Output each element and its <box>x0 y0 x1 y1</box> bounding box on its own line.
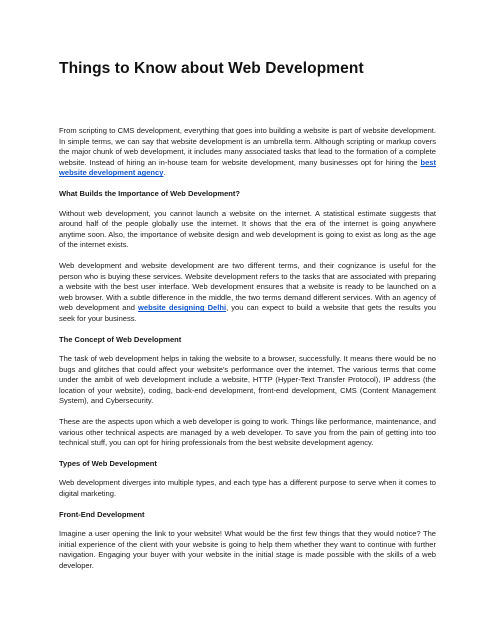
intro-paragraph <box>59 126 436 179</box>
intro-end: . <box>163 168 166 178</box>
heading-concept: The Concept of Web Development <box>59 334 182 344</box>
aspects-paragraph: These are the aspects upon which a web developer is going to work. Things like performance, maintenance, and various other technical aspects are managed by a web developer. To save you from the pain of getting into too technical stuff, you can opt for hiring professionals from the best website development agency. <box>59 417 436 448</box>
importance-paragraph: Without web development, you cannot launch a website on the internet. A statistical estimate suggests that around half of the people globally use the internet. It shows that the era of the internet is going anywhere anytime soon. Also, the importance of website design and web development is going to exist as long as the age of the internet exists. <box>59 208 436 250</box>
difference-paragraph <box>59 261 436 325</box>
difference-text: Web development and website development are two different terms, and their cognizance is useful for the person who is buying these services. Website development refers to the tasks that are associated with preparing a website with the best user interface. Web development ensures that a website is ready to be launched on a web browser. With a subtle difference in the middle, the two terms demand different services. With an agency of web development and <box>59 260 436 313</box>
heading-frontend: Front-End Development <box>59 509 145 519</box>
heading-types: Types of Web Development <box>59 458 157 468</box>
frontend-paragraph: Imagine a user opening the link to your website! What would be the first few things that they would notice? The initial experience of the client with your website is going to help them whether they want to continue with further navigation. Engaging your buyer with your website in the initial stage is made possible with the skills of a web developer. <box>59 529 436 570</box>
page-title: Things to Know about Web Development <box>59 60 364 77</box>
concept-paragraph: The task of web development helps in taking the website to a browser, successfully. It means there would be no bugs and glitches that could affect your website’s performance over the internet. The various terms that come under the ambit of web development include a website, HTTP (Hyper-Text Transfer Protocol), IP address (the location of your website), coding, back-end development, front-end development, CMS (Content Management System), and Cybersecurity. <box>59 354 436 406</box>
intro-text: From scripting to CMS development, everything that goes into building a website is part of website development. In simple terms, we can say that website development is an umbrella term. Although scripting or markup covers the major chunk of web development, it includes many associated tasks that lead to the formation of a complete website. Instead of hiring an in-house team for website development, many businesses opt for hiring the <box>59 126 436 167</box>
website-designing-delhi-link[interactable]: website designing Delhi <box>138 303 227 313</box>
types-paragraph: Web development diverges into multiple types, and each type has a different purpose to serve when it comes to digital marketing. <box>59 478 436 499</box>
difference-end: , you can expect to build a website that gets the results you seek for your business. <box>59 303 436 323</box>
heading-importance: What Builds the Importance of Web Development? <box>59 188 240 198</box>
best-website-development-agency-link[interactable]: best website development agency <box>59 157 436 178</box>
